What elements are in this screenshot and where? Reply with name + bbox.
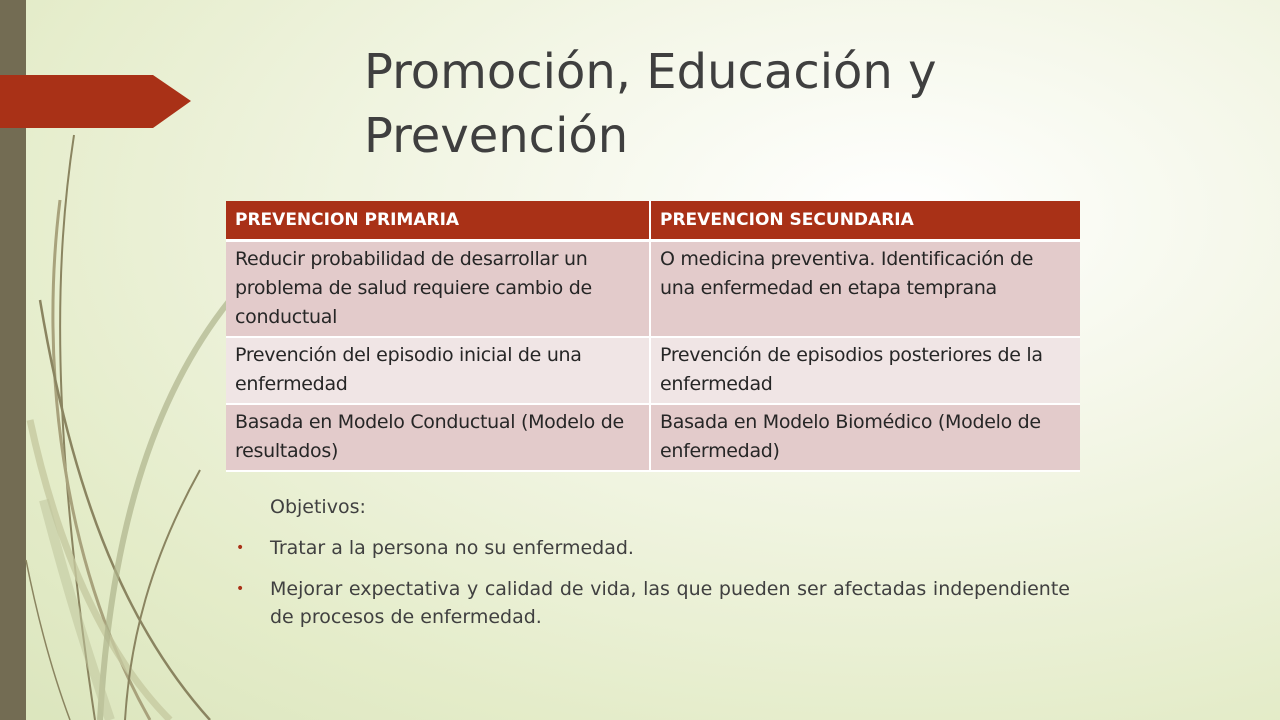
table-row bbox=[226, 404, 1080, 471]
list-item bbox=[236, 575, 1070, 631]
bullet-dot-icon: • bbox=[236, 581, 245, 597]
table-header-row bbox=[226, 201, 1080, 241]
table-cell: Basada en Modelo Conductual (Modelo de resultados) bbox=[226, 404, 650, 471]
slide-title: Promoción, Educación y Prevención bbox=[364, 44, 937, 164]
table-cell: Reducir probabilidad de desarrollar un problema de salud requiere cambio de conductual bbox=[226, 241, 650, 338]
table-cell: Prevención del episodio inicial de una enfermedad bbox=[226, 337, 650, 404]
table-cell: Prevención de episodios posteriores de la enfermedad bbox=[650, 337, 1080, 404]
left-accent-bar bbox=[0, 0, 26, 720]
list-item-text: Mejorar expectativa y calidad de vida, las que pueden ser afectadas independiente de procesos de enfermedad. bbox=[270, 578, 1070, 628]
table-cell: Basada en Modelo Biomédico (Modelo de enfermedad) bbox=[650, 404, 1080, 471]
table-row bbox=[226, 241, 1080, 338]
table-cell: O medicina preventiva. Identificación de una enfermedad en etapa temprana bbox=[650, 241, 1080, 338]
objectives-list bbox=[236, 534, 1070, 644]
bullet-dot-icon: • bbox=[236, 540, 245, 556]
list-item-text: Tratar a la persona no su enfermedad. bbox=[270, 537, 634, 559]
list-item bbox=[236, 534, 1070, 562]
header-secondary: PREVENCION SECUNDARIA bbox=[650, 201, 1080, 241]
header-primary: PREVENCION PRIMARIA bbox=[226, 201, 650, 241]
objectives-heading: Objetivos: bbox=[270, 496, 366, 518]
prevention-table bbox=[226, 201, 1080, 472]
table-row bbox=[226, 337, 1080, 404]
